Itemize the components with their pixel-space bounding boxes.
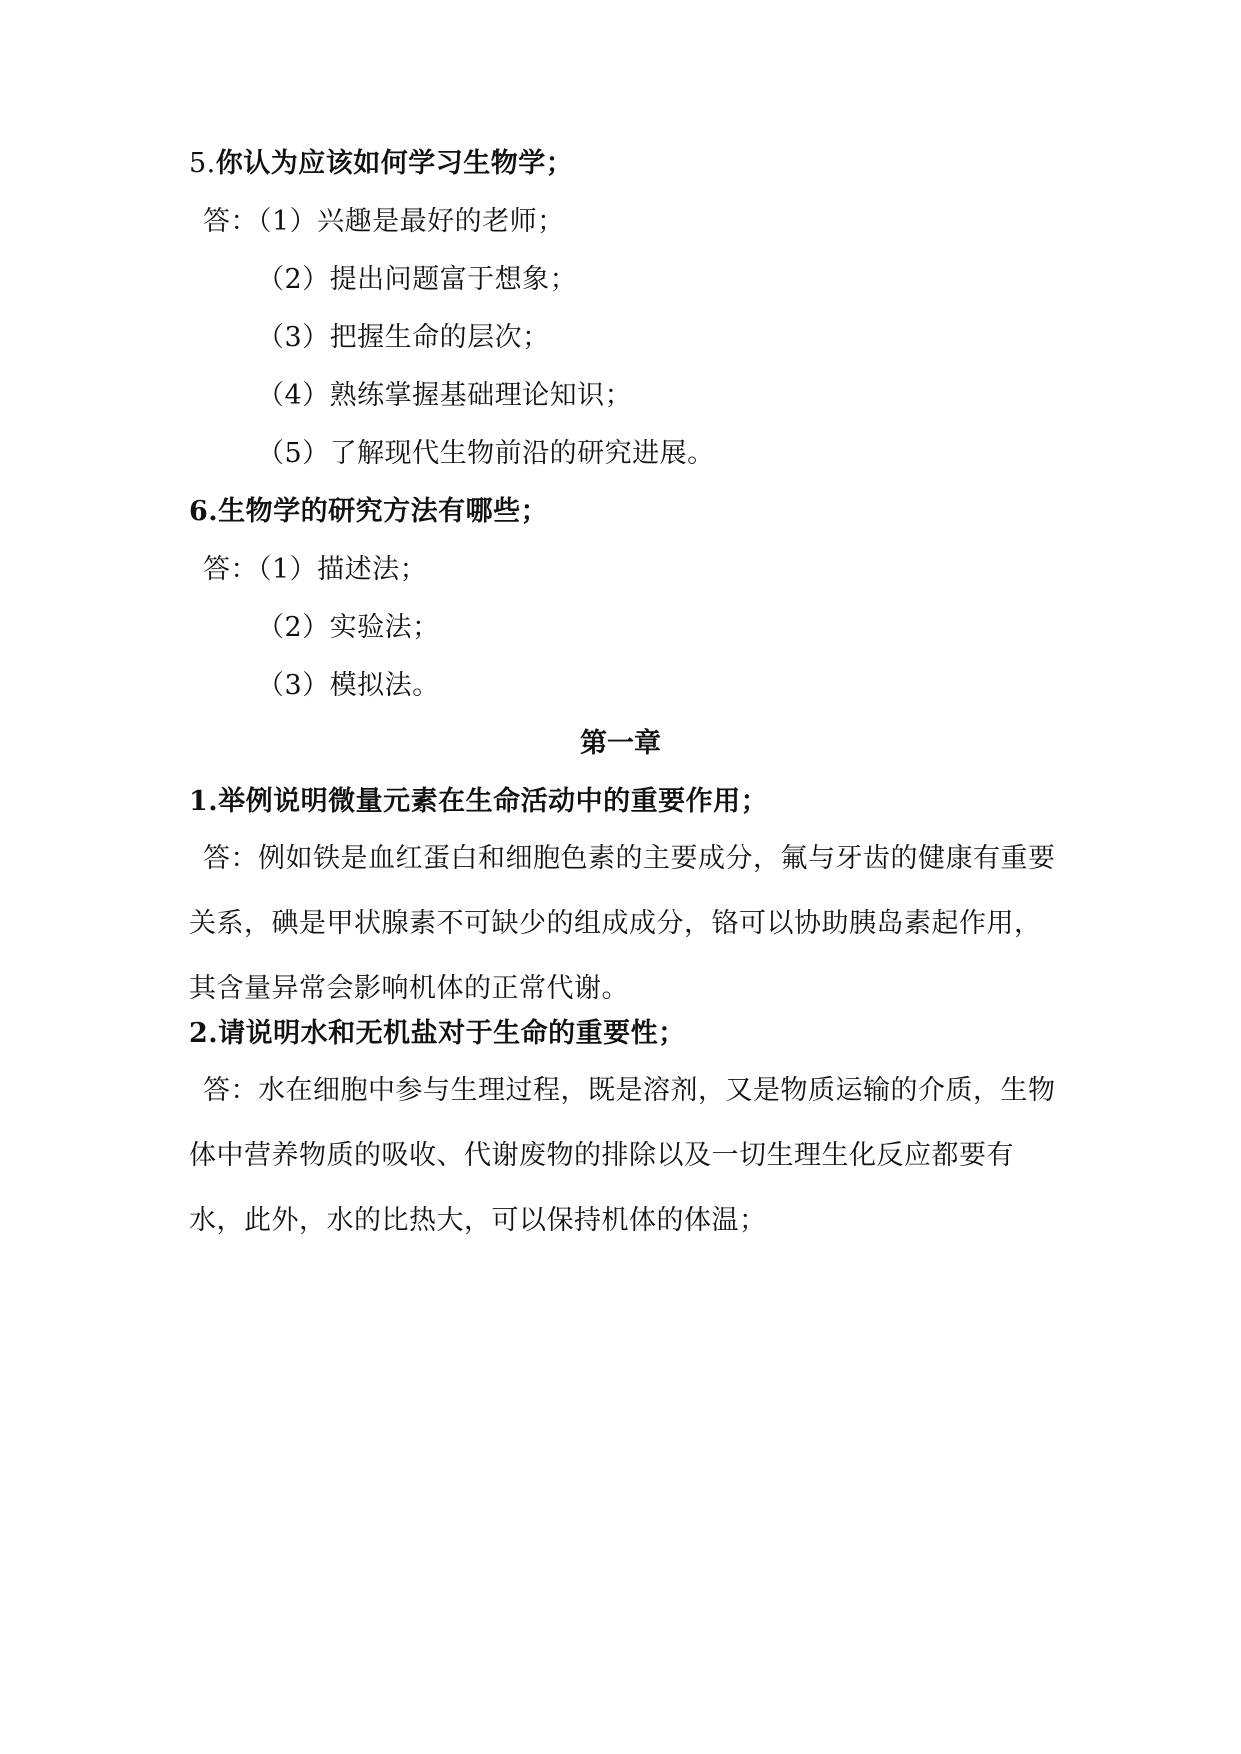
chapter1-answer-2: 答：水在细胞中参与生理过程，既是溶剂，又是物质运输的介质，生物体中营养物质的吸收、代谢废物的排除以及一切生理生化反应都要有水，此外，水的比热大，可以保持机体的体温； xyxy=(189,1075,1056,1236)
chapter1-question-1: 1.举例说明微量元素在生命活动中的重要作用； xyxy=(189,786,769,817)
q5-answer-1: 答：（1）兴趣是最好的老师； xyxy=(203,206,565,237)
q6-answer-2: （2）实验法； xyxy=(257,612,440,643)
chapter1-answer-1: 答：例如铁是血红蛋白和细胞色素的主要成分，氟与牙齿的健康有重要关系，碘是甲状腺素不可缺少的组成成分，铬可以协助胰岛素起作用，其含量异常会影响机体的正常代谢。 xyxy=(189,843,1056,1004)
chapter-heading: 第一章 xyxy=(580,728,661,759)
chapter1-question-2: 2.请说明水和无机盐对于生命的重要性； xyxy=(189,1018,686,1049)
q6-answer-1: 答：（1）描述法； xyxy=(203,554,428,585)
q5-answer-5: （5）了解现代生物前沿的研究进展。 xyxy=(257,438,715,469)
q6-answer-3: （3）模拟法。 xyxy=(257,670,440,701)
question-6: 6.生物学的研究方法有哪些； xyxy=(189,496,549,527)
q5-answer-3: （3）把握生命的层次； xyxy=(257,322,550,353)
q5-answer-2: （2）提出问题富于想象； xyxy=(257,264,578,295)
question-5-number: 5. xyxy=(189,148,216,179)
question-5 xyxy=(189,146,573,182)
q5-answer-4: （4）熟练掌握基础理论知识； xyxy=(257,380,633,411)
question-5-text: 你认为应该如何学习生物学； xyxy=(215,148,574,179)
